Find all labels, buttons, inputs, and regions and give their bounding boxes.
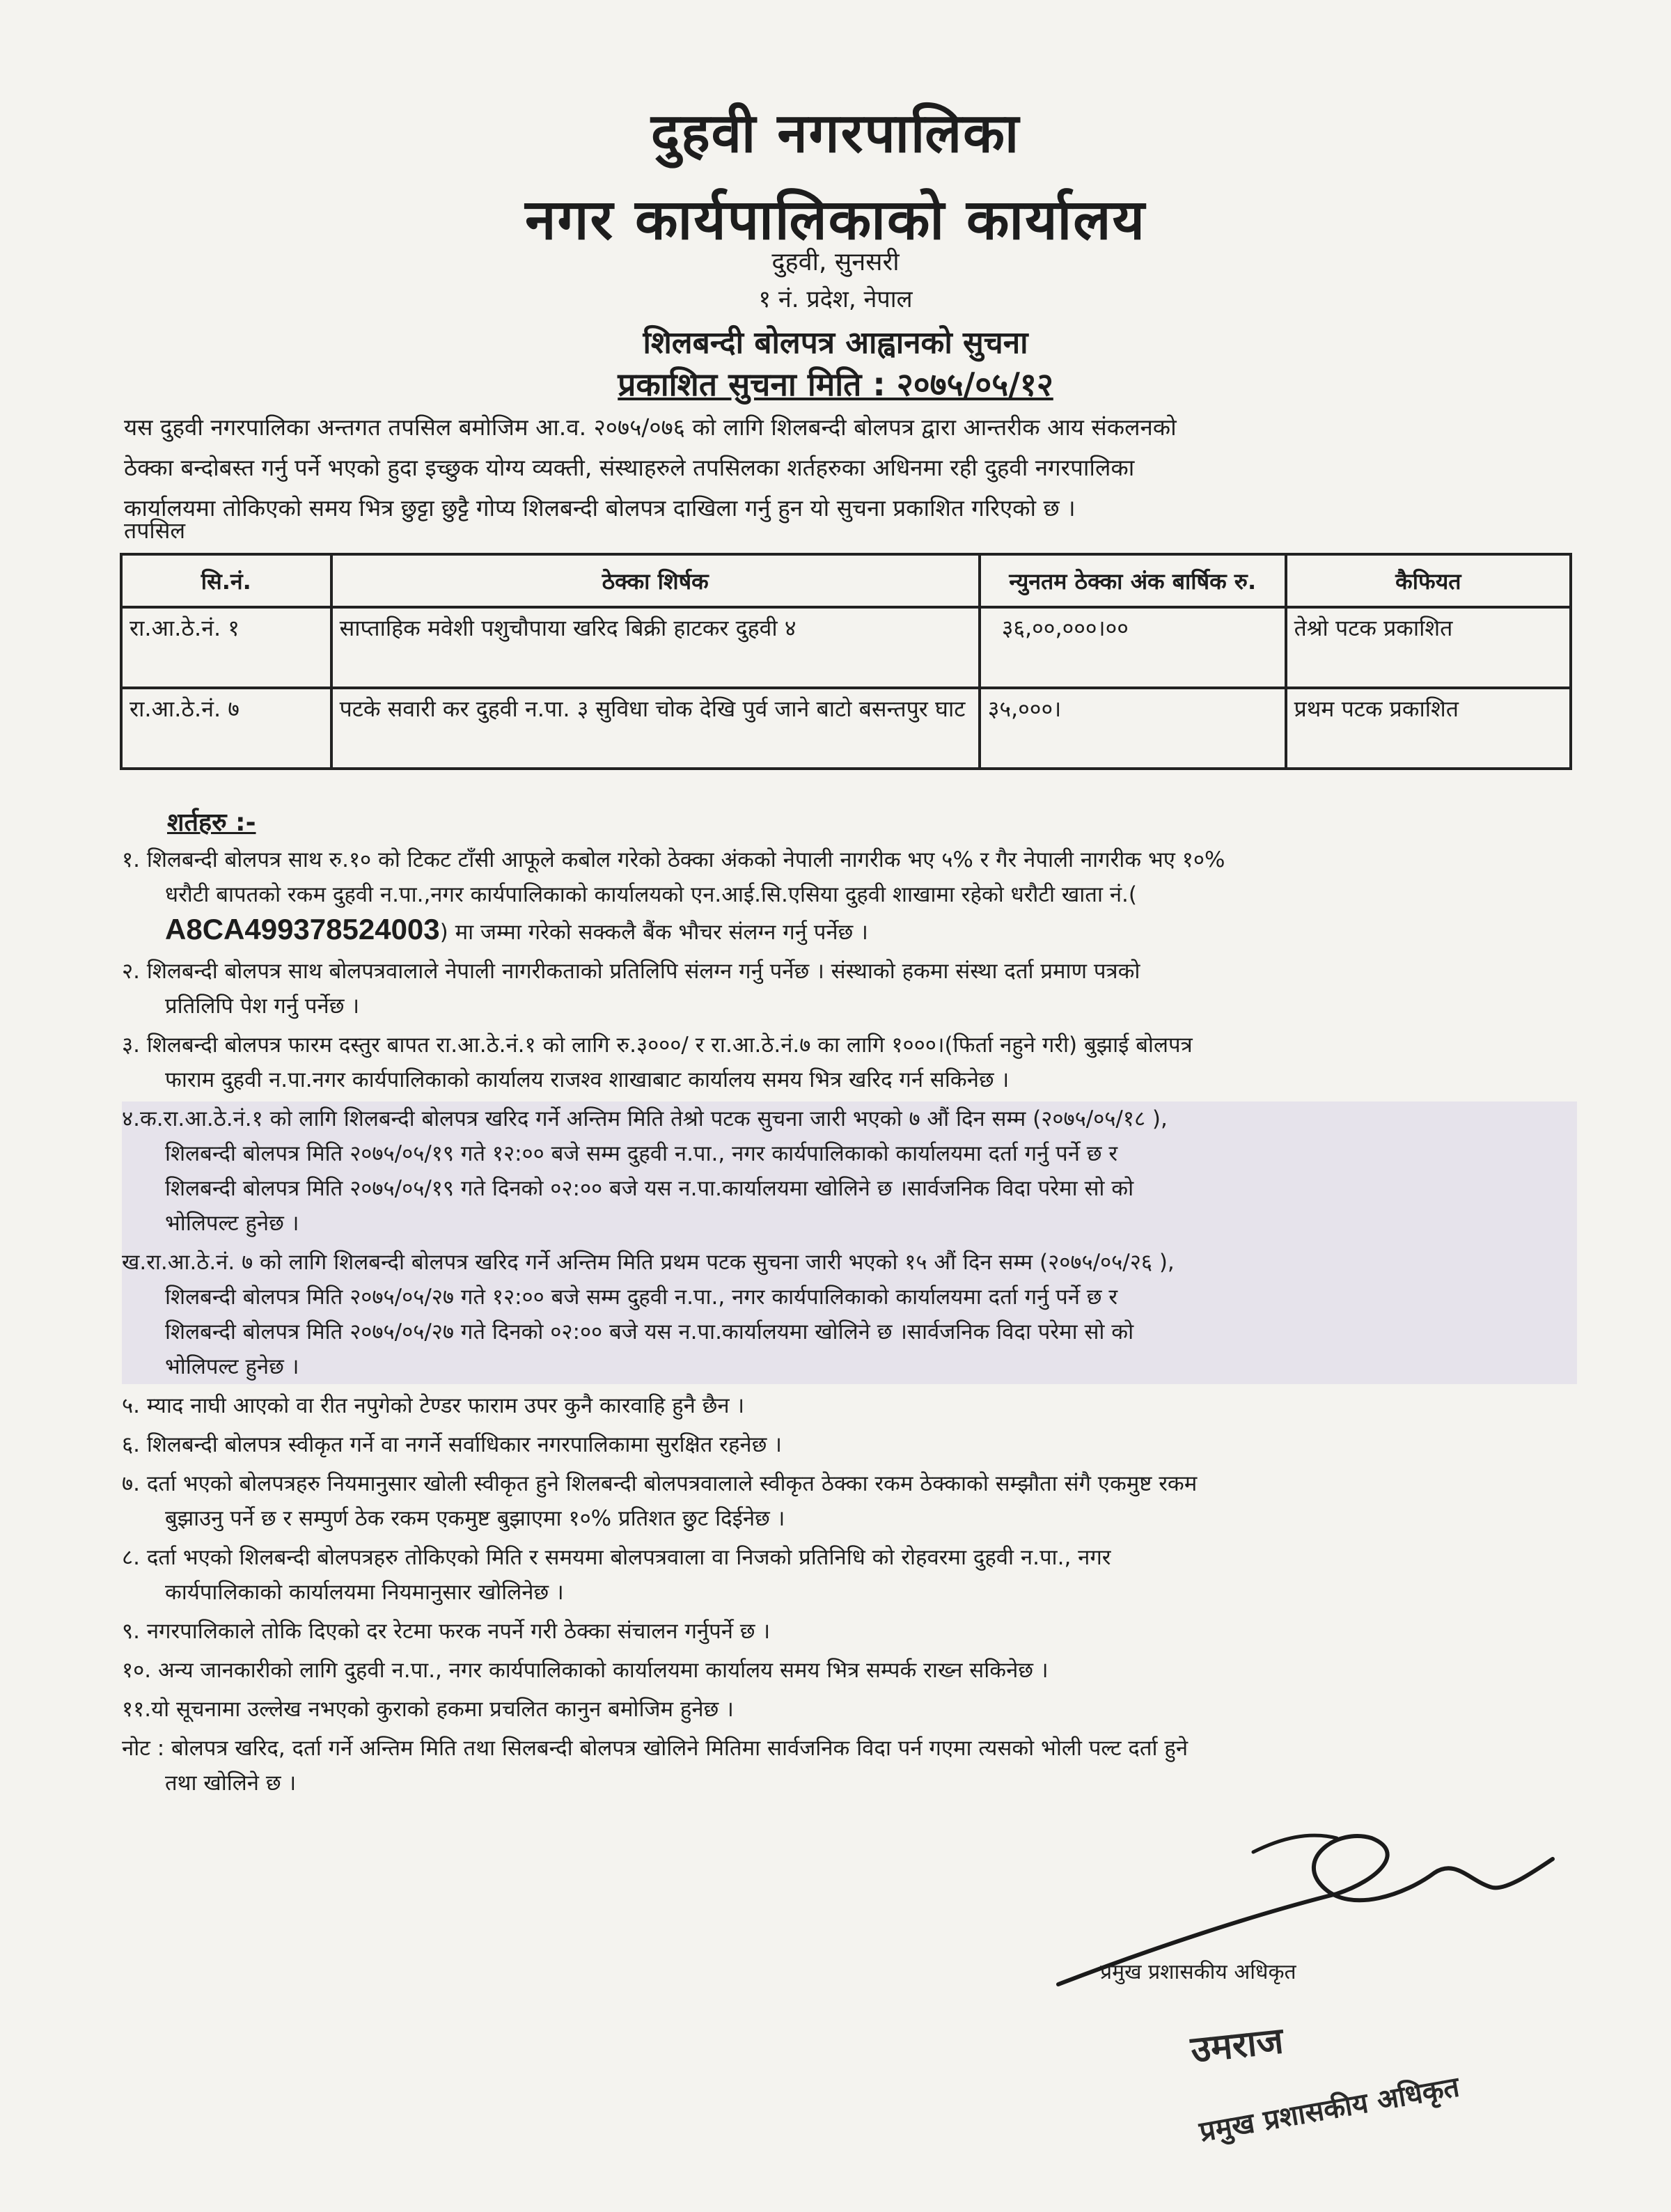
cell-serial: रा.आ.ठे.नं. १ — [121, 607, 331, 688]
intro-line: यस दुहवी नगरपालिका अन्तगत तपसिल बमोजिम आ.व. २०७५/०७६ को लागि शिलबन्दी बोलपत्र द्वारा आन्तरीक आय संकलनको — [124, 414, 1177, 441]
cell-title: पटके सवारी कर दुहवी न.पा. ३ सुविधा चोक देखि पुर्व जाने बाटो बसन्तपुर घाट — [331, 688, 980, 769]
condition-5 — [122, 1388, 1577, 1423]
condition-line: १०. अन्य जानकारीको लागि दुहवी न.पा., नगर कार्यपालिकाको कार्यालयमा कार्यालय समय भित्र सम्पर्क राख्न सकिनेछ । — [122, 1658, 1049, 1683]
condition-line: प्रतिलिपि पेश गर्नु पर्नेछ । — [165, 994, 360, 1019]
stamp-name: उमराज — [1188, 2020, 1285, 2071]
note-line: नोट : बोलपत्र खरिद, दर्ता गर्ने अन्तिम मिति तथा सिलबन्दी बोलपत्र खोलिने मितिमा सार्वजनिक विदा पर्न गएमा त्यसको भोली पल्ट दर्ता हुने — [122, 1736, 1188, 1761]
condition-line: २. शिलबन्दी बोलपत्र साथ बोलपत्रवालाले नेपाली नागरीकताको प्रतिलिपि संलग्न गर्नु पर्नेछ । संस्थाको हकमा संस्था दर्ता प्रमाण पत्रको — [122, 959, 1140, 984]
condition-10 — [122, 1653, 1577, 1688]
tapasil-label: तपसिल — [124, 517, 186, 544]
intro-paragraph — [124, 407, 1586, 528]
condition-line: बुझाउनु पर्ने छ र सम्पुर्ण ठेक रकम एकमुष्ट बुझाएमा १०% प्रतिशत छुट दिईनेछ । — [165, 1506, 785, 1531]
condition-8 — [122, 1540, 1577, 1610]
col-header-serial: सि.नं. — [121, 554, 331, 607]
note-line: तथा खोलिने छ । — [165, 1771, 297, 1796]
condition-6 — [122, 1427, 1577, 1462]
condition-line: शिलबन्दी बोलपत्र मिति २०७५/०५/१९ गते दिनको ०२:०० बजे यस न.पा.कार्यालयमा खोलिने छ ।सार्वजनिक विदा परेमा सो को — [165, 1176, 1134, 1201]
conditions-title: शर्तहरु :- — [167, 808, 256, 837]
condition-line: ५. म्याद नाघी आएको वा रीत नपुगेको टेण्डर फाराम उपर कुनै कारवाहि हुनै छैन । — [122, 1393, 745, 1418]
cell-title: साप्ताहिक मवेशी पशुचौपाया खरिद बिक्री हाटकर दुहवी ४ — [331, 607, 980, 688]
condition-1 — [122, 842, 1577, 950]
condition-4a — [122, 1101, 1577, 1241]
col-header-remarks: कैफियत — [1286, 554, 1571, 607]
condition-line: शिलबन्दी बोलपत्र मिति २०७५/०५/२७ गते दिनको ०२:०० बजे यस न.पा.कार्यालयमा खोलिने छ ।सार्वजनिक विदा परेमा सो को — [165, 1319, 1134, 1344]
condition-line-rest: ) मा जम्मा गरेको सक्कलै बैंक भौचर संलग्न गर्नु पर्नेछ । — [439, 920, 868, 945]
condition-3 — [122, 1028, 1577, 1097]
condition-line: ख.रा.आ.ठे.नं. ७ को लागि शिलबन्दी बोलपत्र खरिद गर्ने अन्तिम मिति प्रथम पटक सुचना जारी भएको १५ औं दिन सम्म (२०७५/०५/२६ ), — [122, 1250, 1175, 1275]
condition-line: कार्यपालिकाको कार्यालयमा नियमानुसार खोलिनेछ । — [165, 1580, 564, 1605]
intro-line: कार्यालयमा तोकिएको समय भित्र छुट्टा छुट्टै गोप्य शिलबन्दी बोलपत्र दाखिला गर्नु हुन यो सुचना प्रकाशित गरिएको छ । — [124, 494, 1076, 521]
office-title: नगर कार्यपालिकाको कार्यालय — [525, 187, 1146, 252]
contract-table — [120, 553, 1572, 770]
condition-4b — [122, 1245, 1577, 1384]
stamp-title: प्रमुख प्रशासकीय अधिकृत — [1197, 2071, 1462, 2149]
conditions-list — [122, 842, 1577, 1805]
cell-remarks: तेश्रो पटक प्रकाशित — [1286, 607, 1571, 688]
condition-line: ६. शिलबन्दी बोलपत्र स्वीकृत गर्ने वा नगर्ने सर्वाधिकार नगरपालिकामा सुरक्षित रहनेछ । — [122, 1432, 782, 1457]
address-line-1: दुहवी, सुनसरी — [771, 248, 900, 276]
condition-line: ९. नगरपालिकाले तोकि दिएको दर रेटमा फरक नपर्ने गरी ठेक्का संचालन गर्नुपर्ने छ । — [122, 1619, 771, 1644]
condition-line: शिलबन्दी बोलपत्र मिति २०७५/०५/२७ गते १२:०० बजे सम्म दुहवी न.पा., नगर कार्यपालिकाको कार्यालयमा दर्ता गर्नु पर्ने छ र — [165, 1285, 1118, 1310]
condition-line: ४.क.रा.आ.ठे.नं.१ को लागि शिलबन्दी बोलपत्र खरिद गर्ने अन्तिम मिति तेश्रो पटक सुचना जारी भएको ७ औं दिन सम्म (२०७५/०५/१८ ), — [122, 1106, 1168, 1131]
address-line-2: १ नं. प्रदेश, नेपाल — [758, 285, 913, 313]
condition-4-shaded — [122, 1101, 1577, 1384]
publish-date — [0, 362, 1671, 405]
table-header-row — [121, 554, 1571, 607]
note — [122, 1731, 1577, 1801]
col-header-title: ठेक्का शिर्षक — [331, 554, 980, 607]
condition-11 — [122, 1692, 1577, 1727]
condition-line — [122, 912, 1577, 950]
table-row — [121, 607, 1571, 688]
condition-7 — [122, 1466, 1577, 1536]
condition-line: ३. शिलबन्दी बोलपत्र फारम दस्तुर बापत रा.आ.ठे.नं.१ को लागि रु.३०००/ र रा.आ.ठे.नं.७ का लागि १०००।(फिर्ता नहुने गरी) बुझाई बोलपत्र — [122, 1033, 1193, 1058]
cell-amount: ३५,०००। — [980, 688, 1286, 769]
publish-date-text: प्रकाशित सुचना मिति : २०७५/०५/१२ — [618, 366, 1053, 403]
cell-amount: ३६,००,०००।०० — [980, 607, 1286, 688]
municipality-title: दुहवी नगरपालिका — [650, 102, 1021, 165]
cell-serial: रा.आ.ठे.नं. ७ — [121, 688, 331, 769]
cell-remarks: प्रथम पटक प्रकाशित — [1286, 688, 1571, 769]
condition-line: ७. दर्ता भएको बोलपत्रहरु नियमानुसार खोली स्वीकृत हुने शिलबन्दी बोलपत्रवालाले स्वीकृत ठेक्का रकम ठेक्काको सम्झौता संगै एकमुष्ट रकम — [122, 1471, 1198, 1496]
signatory-title: प्रमुख प्रशासकीय अधिकृत — [1100, 1960, 1296, 1984]
col-header-amount: न्युनतम ठेक्का अंक बार्षिक रु. — [980, 554, 1286, 607]
condition-line: शिलबन्दी बोलपत्र मिति २०७५/०५/१९ गते १२:०० बजे सम्म दुहवी न.पा., नगर कार्यपालिकाको कार्यालयमा दर्ता गर्नु पर्ने छ र — [165, 1141, 1118, 1166]
condition-line: ११.यो सूचनामा उल्लेख नभएको कुराको हकमा प्रचलित कानुन बमोजिम हुनेछ । — [122, 1697, 734, 1722]
account-number: A8CA499378524003 — [165, 913, 440, 946]
condition-line: फाराम दुहवी न.पा.नगर कार्यपालिकाको कार्यालय राजश्व शाखाबाट कार्यालय समय भित्र खरिद गर्न सकिनेछ । — [165, 1067, 1010, 1092]
condition-line: भोलिपल्ट हुनेछ । — [165, 1211, 299, 1236]
intro-line: ठेक्का बन्दोबस्त गर्नु पर्ने भएको हुदा इच्छुक योग्य व्यक्ती, संस्थाहरुले तपसिलका शर्तहरुका अधिनमा रही दुहवी नगरपालिका — [124, 454, 1135, 481]
condition-2 — [122, 954, 1577, 1023]
notice-title: शिलबन्दी बोलपत्र आह्वानको सुचना — [643, 325, 1028, 361]
condition-line: भोलिपल्ट हुनेछ । — [165, 1354, 299, 1379]
signature-block — [1044, 1810, 1601, 2200]
condition-9 — [122, 1614, 1577, 1649]
handwritten-signature — [1044, 1810, 1601, 2019]
condition-line: १. शिलबन्दी बोलपत्र साथ रु.१० को टिकट टाँसी आफूले कबोल गरेको ठेक्का अंकको नेपाली नागरीक भए ५% र गैर नेपाली नागरीक भए १०% — [122, 847, 1225, 872]
condition-line: ८. दर्ता भएको शिलबन्दी बोलपत्रहरु तोकिएको मिति र समयमा बोलपत्रवाला वा निजको प्रतिनिधि को रोहवरमा दुहवी न.पा., नगर — [122, 1545, 1111, 1570]
table-row — [121, 688, 1571, 769]
condition-line: धरौटी बापतको रकम दुहवी न.पा.,नगर कार्यपालिकाको कार्यालयको एन.आई.सि.एसिया दुहवी शाखामा रहेको धरौटी खाता नं.( — [165, 882, 1138, 907]
